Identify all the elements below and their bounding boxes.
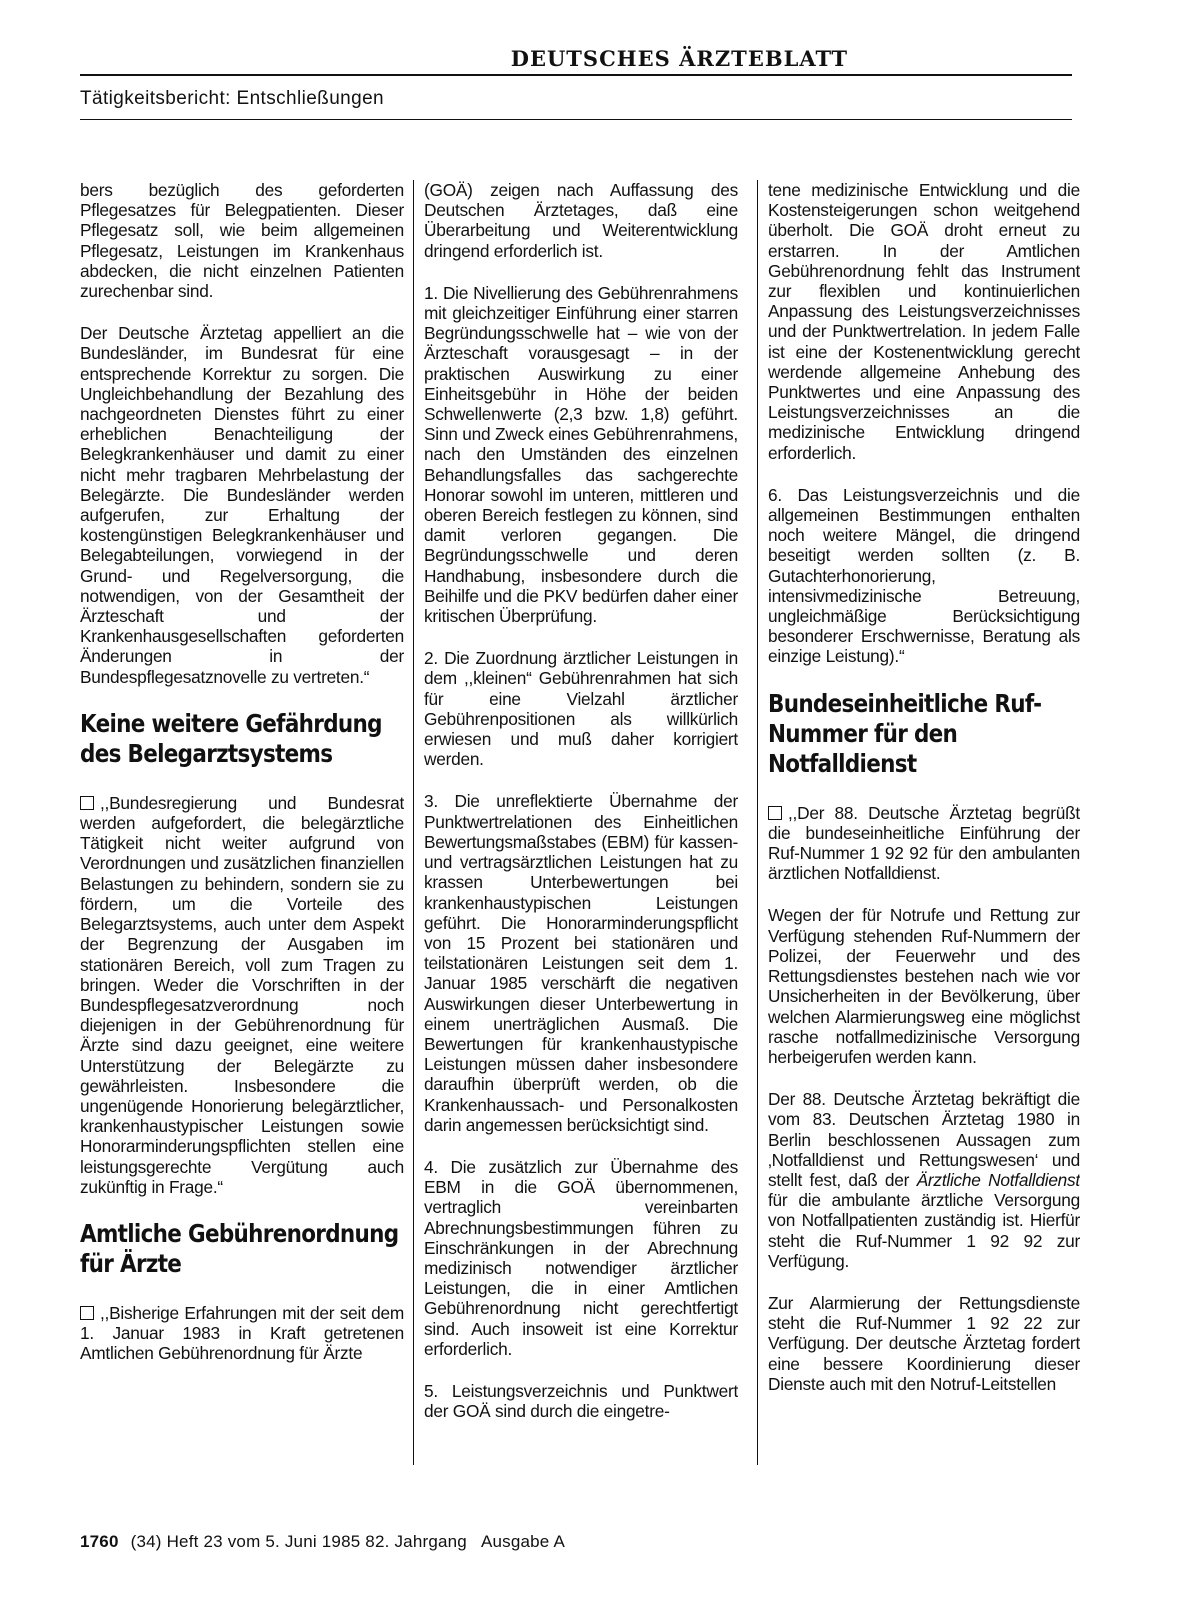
section-heading: Amtliche Gebührenordnung für Ärzte <box>80 1218 399 1278</box>
paragraph: bers bezüglich des geforderten Pflegesatzes für Belegpatienten. Dieser Pflegesatz soll, wie beim allgemeinen Pflegesatz, Leistungen im Krankenhaus abdecken, die nicht einzelnen Patienten zurechenbar sind. <box>80 180 404 302</box>
paragraph: 2. Die Zuordnung ärztlicher Leistungen in dem ,,kleinen“ Gebührenrahmen hat sich für eine Vielzahl ärztlicher Gebührenpositionen als willkürlich erwiesen und muß daher korrigiert werden. <box>424 648 738 770</box>
paragraph: 4. Die zusätzlich zur Übernahme des EBM in die GOÄ übernommenen, vertraglich vereinbarten Abrechnungsbestimmungen führen zu Einschränkungen in der Abrechnung medizinisch notwendiger ärztlicher Leistungen, die in einer Amtlichen Gebührenordnung nicht gerechtfertigt sind. Auch insoweit ist eine Korrektur erforderlich. <box>424 1156 738 1359</box>
paragraph: (GOÄ) zeigen nach Auffassung des Deutschen Ärztetages, daß eine Überarbeitung und Weiterentwicklung dringend erforderlich ist. <box>424 180 738 261</box>
emphasis-text: Ärztliche Notfalldienst <box>916 1169 1080 1190</box>
page-number: 1760 <box>80 1532 119 1551</box>
paragraph: Der Deutsche Ärztetag appelliert an die Bundesländer, im Bundesrat für eine entsprechende Korrektur zu sorgen. Die Ungleichbehandlung der Bezahlung des nachgeordneten Dienstes führt zu einer erheblichen Benachteiligung der Belegkrankenhäuser und damit zu einer nicht mehr tragbaren Mehrbelastung der Belegärzte. Die Bundesländer werden aufgerufen, zur Erhaltung der kostengünstigen Belegkrankenhäuser und Belegabteilungen, vorwiegend in der Grund- und Regelversorgung, die notwendigen, von der Gesamtheit der Ärzteschaft und der Krankenhausgesellschaften geforderten Änderungen in der Bundespflegesatznovelle zu vertreten.“ <box>80 323 404 687</box>
issue-info: (34) Heft 23 vom 5. Juni 1985 82. Jahrgang <box>130 1532 467 1551</box>
edition-label: Ausgabe A <box>480 1532 565 1551</box>
column-divider <box>757 180 758 1465</box>
paragraph: 5. Leistungsverzeichnis und Punktwert der GOÄ sind durch die eingetre- <box>424 1380 738 1422</box>
paragraph-text: Der 88. Deutsche Ärztetag bekräftigt die vom 83. Deutschen Ärztetag 1980 in Berlin beschlossenen Aussagen zum ‚Notfalldienst und Rettungswesen‘ und stellt fest, daß der <box>768 1089 1080 1190</box>
paragraph <box>768 803 1080 884</box>
paragraph <box>80 1303 404 1364</box>
journal-title: DEUTSCHES ÄRZTEBLATT <box>510 46 848 71</box>
paragraph-text: ,,Der 88. Deutsche Ärztetag begrüßt die bundeseinheitliche Einführung der Ruf-Nummer 1 92 92 für den ambulanten ärztlichen Notfalldienst. <box>768 802 1080 884</box>
paragraph-text: für die ambulante ärztliche Versorgung von Notfallpatienten zuständig ist. Hierfür steht die Ruf-Nummer 1 92 92 zur Verfügung. <box>768 1190 1080 1271</box>
square-bullet-icon <box>80 796 94 810</box>
paragraph: Wegen der für Notrufe und Rettung zur Verfügung stehenden Ruf-Nummern der Polizei, der Feuerwehr und des Rettungsdienstes bestehen nach wie vor Unsicherheiten in der Bevölkerung, über welchen Alarmierungsweg eine möglichst rasche notfallmedizinische Versorgung herbeigerufen werden kann. <box>768 905 1080 1067</box>
paragraph <box>80 793 404 1197</box>
paragraph: 6. Das Leistungsverzeichnis und die allgemeinen Bestimmungen enthalten noch weitere Mängel, die dringend beseitigt werden sollten (z. B. Gutachterhonorierung, intensivmedizinische Betreuung, ungleichmäßige Berücksichtigung besonderer Erschwernisse, Beratung als einzige Leistung).“ <box>768 484 1080 667</box>
paragraph: 1. Die Nivellierung des Gebührenrahmens mit gleichzeitiger Einführung einer starren Begründungsschwelle hat – wie von der Ärzteschaft vorausgesagt – in der praktischen Auswirkung zu einer Einheitsgebühr in Höhe der beiden Schwellenwerte (2,3 bzw. 1,8) geführt. Sinn und Zweck eines Gebührenrahmens, nach den Umständen des einzelnen Behandlungsfalles das sachgerechte Honorar sowohl im unteren, mittleren und oberen Bereich festlegen zu können, sind damit verloren gegangen. Die Begründungsschwelle und deren Handhabung, insbesondere durch die Beihilfe und die PKV bedürfen daher einer kritischen Überprüfung. <box>424 282 738 627</box>
header-rule-thin <box>80 119 1072 120</box>
column-2 <box>424 180 738 1465</box>
page-footer <box>80 1532 565 1552</box>
column-divider <box>413 180 414 1465</box>
paragraph: tene medizinische Entwicklung und die Kostensteigerungen schon weitgehend überholt. Die GOÄ droht erneut zu erstarren. In der Amtlichen Gebührenordnung fehlt das Instrument zur flexiblen und kontinuierlichen Anpassung des Leistungsverzeichnisses und der Punktwertrelation. In jedem Falle ist eine der Kostenentwicklung gerecht werdende allgemeine Anhebung des Punktwertes und eine Anpassung des Leistungsverzeichnisses an die medizinische Entwicklung dringend erforderlich. <box>768 180 1080 463</box>
section-label: Tätigkeitsbericht: Entschließungen <box>80 88 385 109</box>
paragraph <box>768 1089 1080 1271</box>
column-1 <box>80 180 404 1465</box>
paragraph-text: ,,Bisherige Erfahrungen mit der seit dem 1. Januar 1983 in Kraft getretenen Amtlichen Gebührenordnung für Ärzte <box>80 1302 404 1364</box>
paragraph: 3. Die unreflektierte Übernahme der Punktwertrelationen des Einheitlichen Bewertungsmaßstabes (EBM) für kassen- und vertragsärztlichen Leistungen hat zu krassen Unterbewertungen bei krankenhaustypischen Leistungen geführt. Die Honorarminderungspflicht von 15 Prozent bei stationären und teilstationären Leistungen seit dem 1. Januar 1985 verschärft die negativen Auswirkungen dieser Unterbewertung in einem unerträglichen Ausmaß. Die Bewertungen für krankenhaustypische Leistungen müssen daher insbesondere daraufhin überprüft werden, ob die Krankenhaussach- und Personalkosten darin angemessen berücksichtigt sind. <box>424 791 738 1135</box>
section-heading: Keine weitere Gefährdung des Belegarztsystems <box>80 708 382 768</box>
square-bullet-icon <box>80 1306 94 1320</box>
square-bullet-icon <box>768 806 782 820</box>
header-rule <box>80 74 1072 76</box>
paragraph: Zur Alarmierung der Rettungsdienste steht die Ruf-Nummer 1 92 22 zur Verfügung. Der deutsche Ärztetag fordert eine bessere Koordinierung dieser Dienste auch mit den Notruf-Leitstellen <box>768 1292 1080 1394</box>
paragraph-text: ,,Bundesregierung und Bundesrat werden aufgefordert, die belegärztliche Tätigkeit nicht weiter aufgrund von Verordnungen und zusätzlichen finanziellen Belastungen zu behindern, sondern sie zu fördern, um die Vorteile des Belegarztsystems, auch unter dem Aspekt der Begrenzung der Ausgaben im stationären Bereich, voll zum Tragen zu bringen. Weder die Vorschriften in der Bundespflegesatzverordnung noch diejenigen in der Gebührenordnung für Ärzte sind dazu geeignet, eine weitere Unterstützung der Belegärzte zu gewährleisten. Insbesondere die ungenügende Honorierung belegärztlicher, krankenhaustypischer Leistungen sowie Honorarminderungspflichten stellen eine leistungsgerechte Vergütung auch zukünftig in Frage.“ <box>80 792 404 1197</box>
column-3 <box>768 180 1080 1465</box>
section-heading: Bundeseinheitliche Ruf-Nummer für den Notfalldienst <box>768 688 1042 778</box>
